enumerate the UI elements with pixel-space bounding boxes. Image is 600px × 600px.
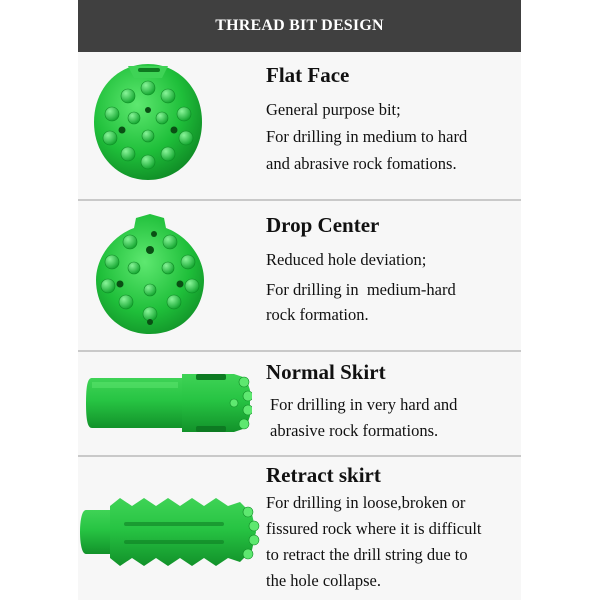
section-line: the hole collapse. [266,571,382,590]
section-line: For drilling in medium-hard [266,280,456,299]
flat-face-bit-icon [88,58,208,186]
section-line: and abrasive rock fomations. [266,154,457,173]
page-header [78,0,521,52]
section-line: Reduced hole deviation; [266,250,427,269]
section-line: abrasive rock formations. [270,421,439,440]
retract-skirt-bit-icon [80,492,260,572]
section-title: Drop Center [266,213,380,237]
section-line: General purpose bit; [266,100,401,119]
section-divider [78,455,521,457]
drop-center-bit-icon [92,210,208,340]
normal-skirt-bit-icon [86,370,252,436]
section-title: Normal Skirt [266,360,386,384]
section-line: rock formation. [266,305,369,324]
section-line: For drilling in medium to hard [266,127,468,146]
section-title: Retract skirt [266,463,381,487]
section-title: Flat Face [266,63,350,87]
section-line: to retract the drill string due to [266,545,468,564]
section-divider [78,350,521,352]
section-line: fissured rock where it is difficult [266,519,482,538]
section-line: For drilling in very hard and [270,395,458,414]
section-divider [78,199,521,201]
header-title: THREAD BIT DESIGN [215,17,384,34]
section-line: For drilling in loose,broken or [266,493,466,512]
